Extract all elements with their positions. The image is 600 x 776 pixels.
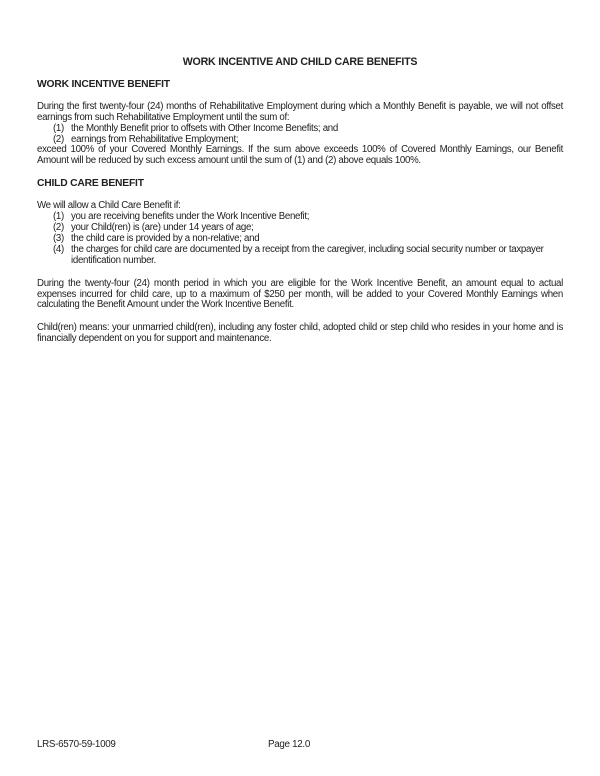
page-title: WORK INCENTIVE AND CHILD CARE BENEFITS bbox=[182, 56, 418, 68]
list-item bbox=[37, 245, 563, 267]
child-care-benefit-paragraph: During the twenty-four (24) month period in which you are eligible for the Work Incentive Benefit, an amount equal to actual expenses incurred for child care, up to a maximum of $250 per month, will be added to your Covered Monthly Earnings when calculating the Benefit Amount under the Work Incentive Benefit. bbox=[37, 277, 563, 311]
list-item-text: earnings from Rehabilitative Employment; bbox=[71, 133, 239, 145]
child-care-definition-paragraph: Child(ren) means: your unmarried child(ren), including any foster child, adopted child or step child who resides in your home and is financially dependent on you for support and maintenance. bbox=[37, 322, 563, 345]
list-item-text: the child care is provided by a non-relative; and bbox=[71, 232, 260, 244]
list-item-text: the Monthly Benefit prior to offsets with Other Income Benefits; and bbox=[71, 122, 338, 134]
child-care-intro: We will allow a Child Care Benefit if: bbox=[37, 200, 181, 212]
list-item-number: (2) bbox=[53, 133, 64, 145]
list-item-number: (4) bbox=[53, 243, 64, 255]
form-number: LRS-6570-59-1009 bbox=[37, 739, 116, 750]
page-number: Page 12.0 bbox=[268, 739, 310, 750]
list-item-number: (3) bbox=[53, 232, 64, 244]
child-care-section bbox=[37, 179, 563, 345]
work-incentive-section bbox=[37, 80, 563, 167]
list-item-text: your Child(ren) is (are) under 14 years of age; bbox=[71, 221, 254, 233]
list-item-number: (1) bbox=[53, 211, 64, 223]
list-item-number: (1) bbox=[53, 122, 64, 134]
work-incentive-continuation: exceed 100% of your Covered Monthly Earnings. If the sum above exceeds 100% of Covered Monthly Earnings, our Benefit Amount will be reduced by such excess amount until the sum of (1) and (2) above equals 100%. bbox=[37, 144, 563, 167]
work-incentive-list bbox=[37, 124, 563, 146]
child-care-heading: CHILD CARE BENEFIT bbox=[37, 178, 144, 190]
work-incentive-intro: During the first twenty-four (24) months of Rehabilitative Employment during which a Monthly Benefit is payable, we will not offset earnings from such Rehabilitative Employment until the sum of: bbox=[37, 100, 563, 123]
child-care-list bbox=[37, 212, 563, 267]
list-item-number: (2) bbox=[53, 221, 64, 233]
work-incentive-heading: WORK INCENTIVE BENEFIT bbox=[37, 78, 170, 90]
page-footer bbox=[37, 739, 563, 750]
list-item-text: the charges for child care are documented by a receipt from the caregiver, including social security number or taxpayer identification number. bbox=[71, 243, 544, 266]
list-item-text: you are receiving benefits under the Work Incentive Benefit; bbox=[71, 211, 310, 223]
